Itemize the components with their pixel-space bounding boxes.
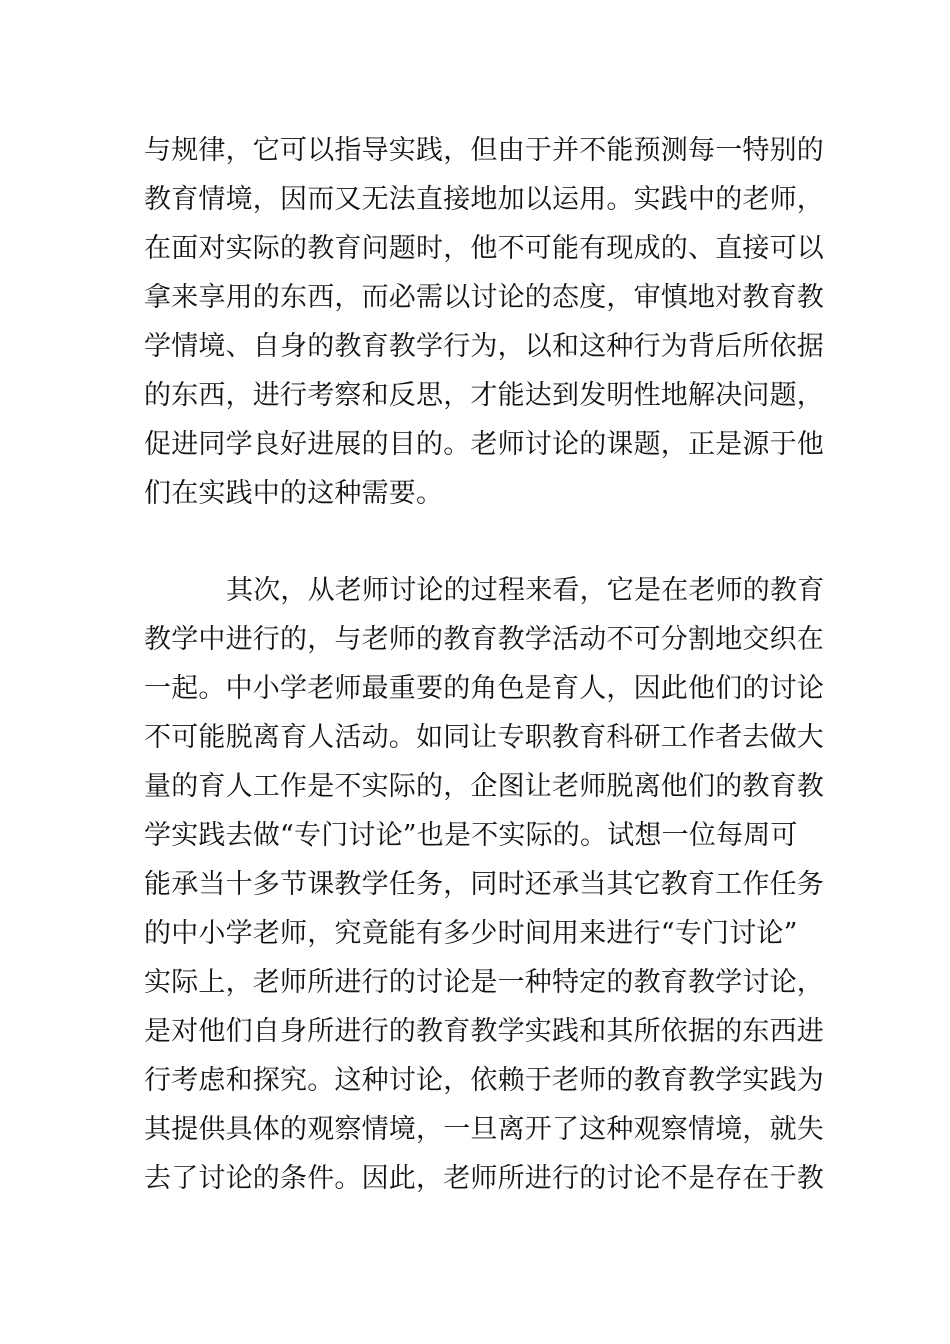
text-line: 一起。中小学老师最重要的角色是育人，因此他们的讨论	[144, 673, 824, 704]
text-line: 在面对实际的教育问题时，他不可能有现成的、直接可以	[144, 233, 824, 264]
text-line-indented: 其次，从老师讨论的过程来看，它是在老师的教育	[226, 575, 825, 606]
text-line: 去了讨论的条件。因此，老师所进行的讨论不是存在于教	[144, 1163, 824, 1194]
text-line: 量的育人工作是不实际的，企图让老师脱离他们的教育教	[144, 771, 824, 802]
text-line: 是对他们自身所进行的教育教学实践和其所依据的东西进	[144, 1016, 824, 1047]
text-line: 促进同学良好进展的目的。老师讨论的课题，正是源于他	[144, 429, 824, 460]
text-line: 实际上，老师所进行的讨论是一种特定的教育教学讨论，	[144, 967, 824, 998]
text-line: 学情境、自身的教育教学行为，以和这种行为背后所依据	[144, 331, 824, 362]
text-line: 教学中进行的，与老师的教育教学活动不可分割地交织在	[144, 624, 824, 655]
text-line: 行考虑和探究。这种讨论，依赖于老师的教育教学实践为	[144, 1065, 824, 1096]
text-line: 的东西，进行考察和反思，才能达到发明性地解决问题，	[144, 380, 824, 411]
text-line: 学实践去做“专门讨论”也是不实际的。试想一位每周可	[144, 820, 798, 851]
text-line: 们在实践中的这种需要。	[144, 478, 444, 509]
text-line: 能承当十多节课教学任务，同时还承当其它教育工作任务	[144, 869, 824, 900]
text-line: 的中小学老师，究竟能有多少时间用来进行“专门讨论”	[144, 918, 798, 949]
text-line: 与规律，它可以指导实践，但由于并不能预测每一特别的	[144, 135, 824, 166]
text-line: 其提供具体的观察情境，一旦离开了这种观察情境，就失	[144, 1114, 824, 1145]
paragraph-spacer	[144, 518, 810, 566]
paragraph-1	[144, 126, 824, 518]
document-body	[144, 126, 825, 1203]
text-line: 不可能脱离育人活动。如同让专职教育科研工作者去做大	[144, 722, 824, 753]
text-line: 拿来享用的东西，而必需以讨论的态度，审慎地对教育教	[144, 282, 824, 313]
paragraph-2	[144, 566, 825, 1203]
text-line: 教育情境，因而又无法直接地加以运用。实践中的老师，	[144, 184, 824, 215]
